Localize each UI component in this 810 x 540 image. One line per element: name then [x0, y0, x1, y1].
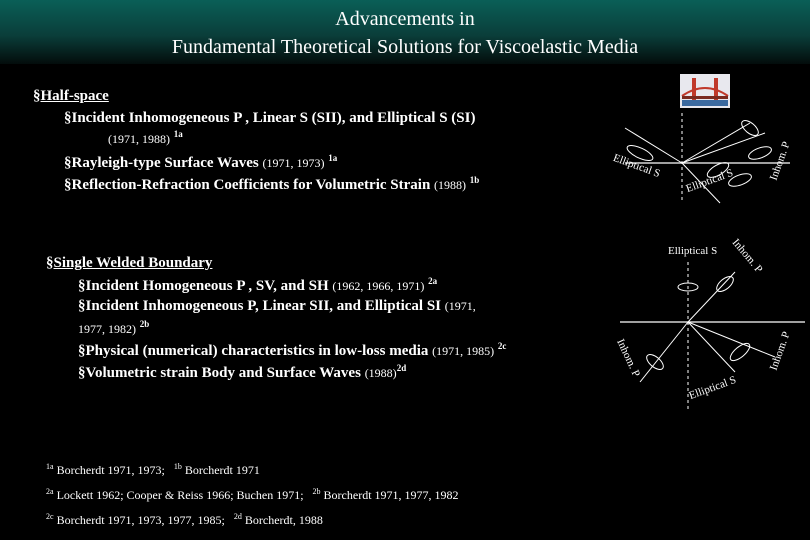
label-inhom-p-upper: Inhom. P	[729, 236, 765, 276]
half-space-item-1-years: (1971, 1988) $^{1a}$	[108, 129, 183, 146]
reference-2: $^{2a}$ Lockett 1962; Cooper & Reiss 1966; Buchen 1971; $^{2b}$ Borcherdt 1971, 1977, 1982	[46, 487, 459, 502]
half-space-item-3: §Reflection-Refraction Coefficients for Volumetric Strain (1988) $^{1b}$	[64, 175, 480, 193]
welded-item-1: §Incident Homogeneous P , SV, and SH (1962, 1966, 1971) $^{2a}$	[78, 276, 438, 294]
half-space-heading: §Half-space	[33, 88, 109, 104]
welded-item-2-years: 1977, 1982) $^{2b}$	[78, 319, 150, 336]
welded-heading: §Single Welded Boundary	[46, 255, 213, 271]
welded-item-4: §Volumetric strain Body and Surface Waves $(1988)^{2d}$	[78, 363, 407, 381]
reference-3: $^{2c}$ Borcherdt 1971, 1973, 1977, 1985; $^{2d}$ Borcherdt, 1988	[46, 512, 323, 527]
reference-1: $^{1a}$ Borcherdt 1971, 1973; $^{1b}$ Borcherdt 1971	[46, 462, 260, 477]
half-space-item-2: §Rayleigh-type Surface Waves (1971, 1973) $^{1a}$	[64, 153, 338, 171]
label-elliptical-s-upper: Elliptical S	[668, 245, 718, 257]
label-elliptical-s-left: Elliptical S	[611, 151, 662, 181]
welded-item-3: §Physical (numerical) characteristics in low-loss media (1971, 1985) $^{2c}$	[78, 341, 507, 359]
half-space-item-1: §Incident Inhomogeneous P , Linear S (SII), and Elliptical S (SI)	[64, 110, 476, 126]
title-line-1: Advancements in	[335, 8, 475, 30]
title-line-2: Fundamental Theoretical Solutions for Viscoelastic Media	[171, 36, 639, 58]
label-inhom-p-bottom-left: Inhom. P	[614, 337, 643, 379]
label-elliptical-s-bottom: Elliptical S	[687, 373, 738, 403]
title-banner	[0, 0, 810, 64]
bridge-logo-icon	[680, 74, 730, 108]
label-inhom-p-bottom-right: Inhom. P	[767, 329, 793, 373]
label-elliptical-s-mid: Elliptical S	[684, 166, 735, 196]
label-inhom-p-top: Inhom. P	[767, 139, 793, 183]
welded-item-2: §Incident Inhomogeneous P, Linear SII, and Elliptical SI (1971,	[78, 298, 476, 314]
